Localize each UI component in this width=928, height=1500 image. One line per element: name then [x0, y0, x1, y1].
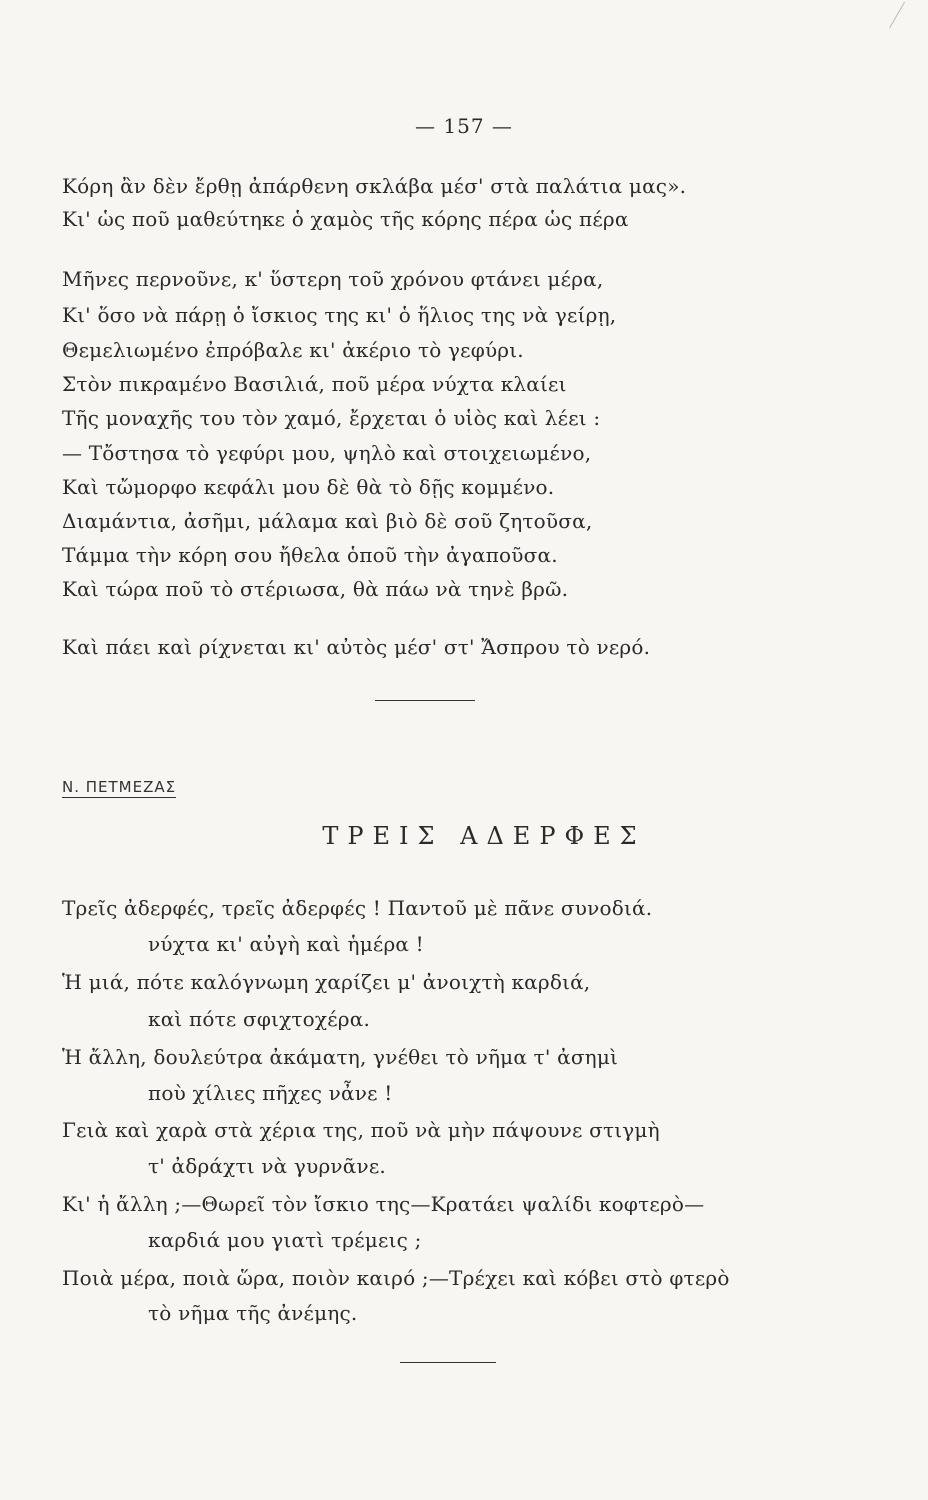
verse-line: Στὸν πικραμένο Βασιλιά, ποῦ μέρα νύχτα κλαίει: [62, 372, 567, 396]
poem-line-indented: καρδιά μου γιατὶ τρέμεις ;: [148, 1228, 422, 1252]
poem-line-indented: καὶ πότε σφιχτοχέρα.: [148, 1007, 370, 1031]
poem-line: Γειὰ καὶ χαρὰ στὰ χέρια της, ποῦ νὰ μὴν πάψουνε στιγμὴ: [62, 1118, 660, 1142]
corner-pencil-mark: [889, 2, 926, 40]
poem-line-indented: νύχτα κι' αὐγὴ καὶ ἡμέρα !: [148, 932, 424, 956]
verse-line: Τάμμα τὴν κόρη σου ἤθελα ὁποῦ τὴν ἀγαποῦσα.: [62, 543, 558, 567]
poem-line: Ποιὰ μέρα, ποιὰ ὥρα, ποιὸν καιρό ;—Τρέχει καὶ κόβει στὸ φτερὸ: [62, 1266, 730, 1290]
poem-line-indented: ποὺ χίλιες πῆχες νἆνε !: [148, 1081, 393, 1105]
verse-line: Καὶ πάει καὶ ρίχνεται κι' αὐτὸς μέσ' στ' Ἄσπρου τὸ νερό.: [62, 635, 651, 659]
poem-line-indented: τὸ νῆμα τῆς ἀνέμης.: [148, 1301, 358, 1325]
poem-title: ΤΡΕΙΣ ΑΔΕΡΦΕΣ: [322, 822, 646, 850]
author-name: Ν. ΠΕΤΜΕΖΑΣ: [62, 778, 177, 796]
verse-line: Μῆνες περνοῦνε, κ' ὕστερη τοῦ χρόνου φτάνει μέρα,: [62, 267, 604, 291]
poem-line: Ἡ μιά, πότε καλόγνωμη χαρίζει μ' ἀνοιχτὴ καρδιά,: [62, 970, 591, 994]
verse-line: Κόρη ἂν δὲν ἔρθῃ ἀπάρθενη σκλάβα μέσ' στὰ παλάτια μας».: [62, 174, 687, 198]
poem-line: Τρεῖς ἀδερφές, τρεῖς ἀδερφές ! Παντοῦ μὲ πᾶνε συνοδιά.: [62, 896, 653, 920]
verse-line: Διαμάντια, ἀσῆμι, μάλαμα καὶ βιὸ δὲ σοῦ ζητοῦσα,: [62, 509, 593, 533]
poem-line: Κι' ἡ ἄλλη ;—Θωρεῖ τὸν ἴσκιο της—Κρατάει ψαλίδι κοφτερὸ—: [62, 1192, 705, 1216]
verse-line: Κι' ὡς ποῦ μαθεύτηκε ὁ χαμὸς τῆς κόρης πέρα ὡς πέρα: [62, 207, 629, 231]
end-divider: [400, 1362, 496, 1363]
verse-line: Καὶ τώρα ποῦ τὸ στέριωσα, θὰ πάω νὰ τηνὲ βρῶ.: [62, 577, 569, 601]
poem-line: Ἡ ἄλλη, δουλεύτρα ἀκάματη, γνέθει τὸ νῆμα τ' ἀσημὶ: [62, 1045, 619, 1069]
verse-line: — Τὄστησα τὸ γεφύρι μου, ψηλὸ καὶ στοιχειωμένο,: [62, 441, 592, 465]
page-number: — 157 —: [415, 114, 513, 138]
poem-line-indented: τ' ἀδράχτι νὰ γυρνᾶνε.: [148, 1154, 386, 1178]
verse-line: Κι' ὅσο νὰ πάρῃ ὁ ἴσκιος της κι' ὁ ἥλιος της νὰ γείρῃ,: [62, 303, 617, 327]
verse-line: Θεμελιωμένο ἐπρόβαλε κι' ἀκέριο τὸ γεφύρι.: [62, 338, 524, 362]
verse-line: Τῆς μοναχῆς του τὸν χαμό, ἔρχεται ὁ υἱὸς καὶ λέει :: [62, 406, 601, 430]
verse-line: Καὶ τὤμορφο κεφάλι μου δὲ θὰ τὸ δῇς κομμένο.: [62, 475, 555, 499]
section-divider: [375, 700, 475, 701]
